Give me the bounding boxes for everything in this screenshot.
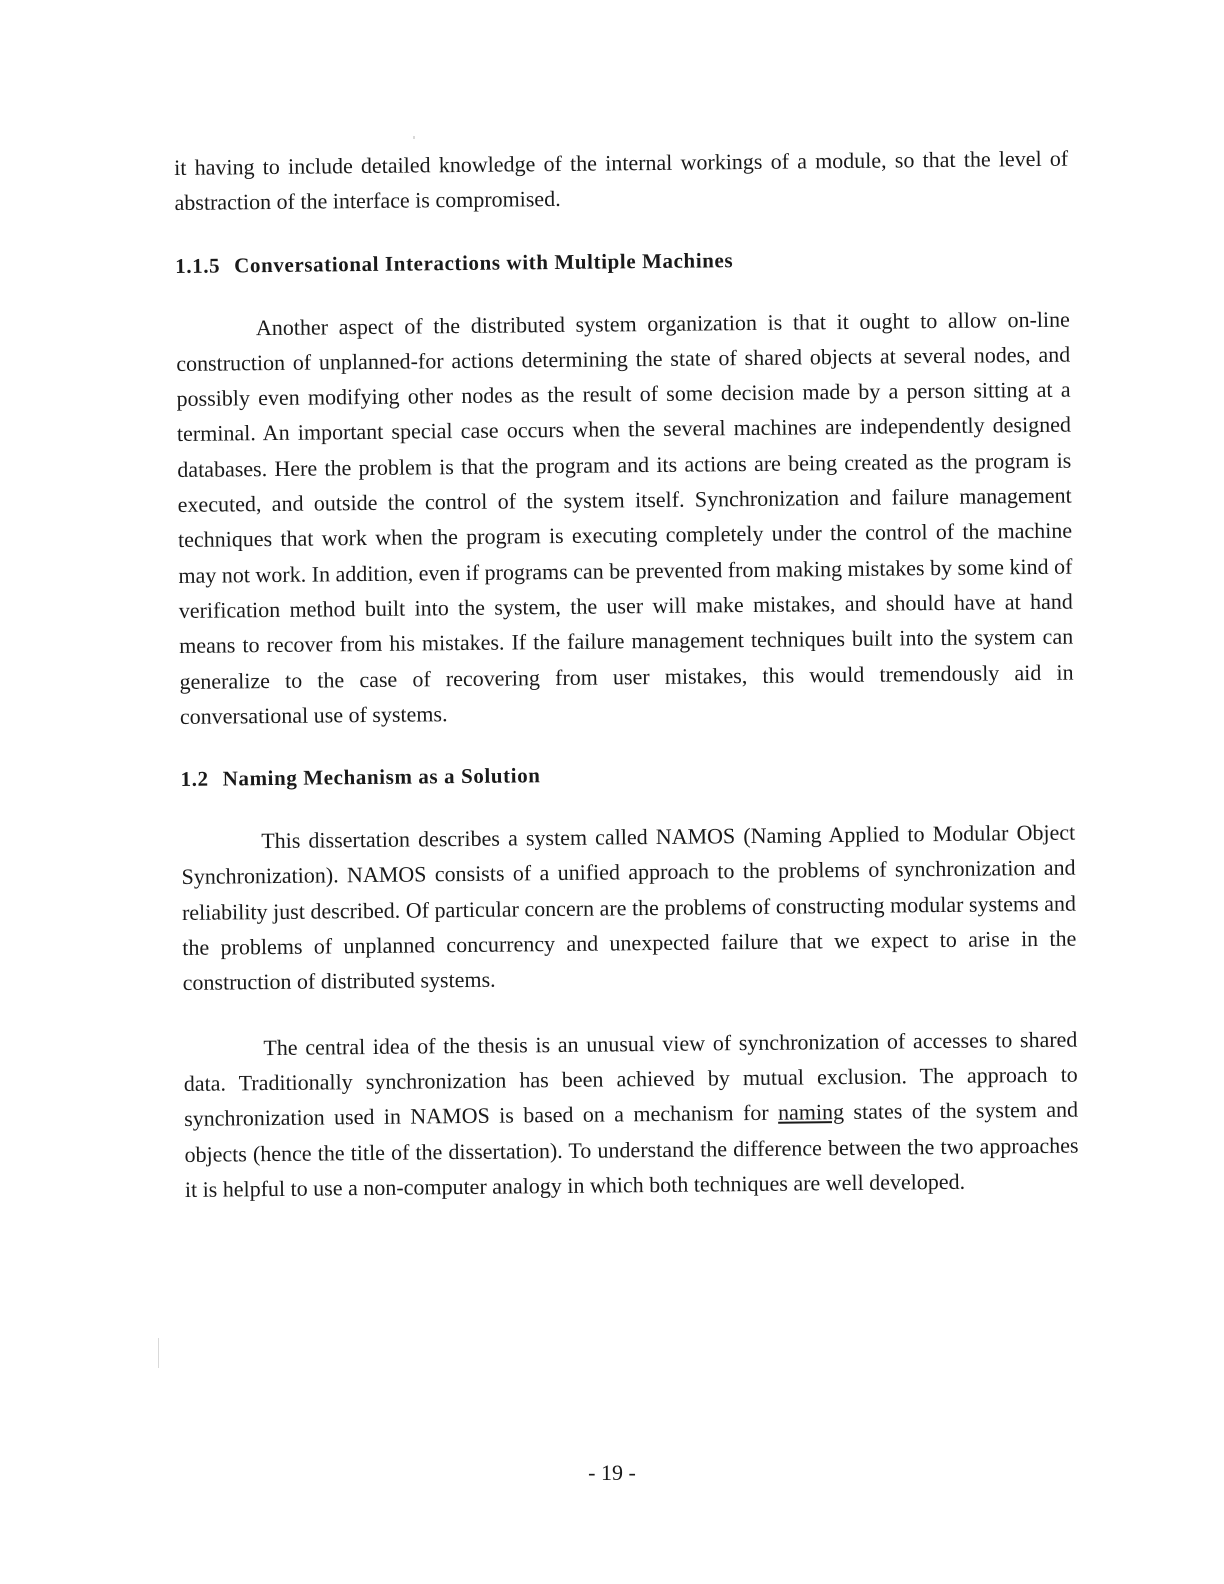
page-number: - 19 - [588, 1460, 636, 1485]
intro-paragraph: it having to include detailed knowledge of the internal workings of a module, so that the level of abstraction of the interface is compromised. [174, 145, 1069, 216]
section-number: 1.1.5 [175, 253, 221, 278]
section-heading-1-2 [180, 755, 1074, 794]
paragraph-text: The central idea of the thesis is an unusual view of synchronization of accesses to shared data. Traditionally synchronization has been achieved by mutual exclusion. The approach to synchronization used in NAMOS is based on a mechanism for [183, 1026, 1078, 1132]
section-heading-1-1-5 [175, 241, 1069, 280]
section-1-2-paragraph-1: This dissertation describes a system called NAMOS (Naming Applied to Modular Object Synchronization). NAMOS consists of a unified approach to the problems of synchronization and reliability just described. Of particular concern are the problems of constructing modular systems and the problems of unplanned concurrency and unexpected failure that we expect to arise in the construction of distributed systems. [181, 819, 1077, 996]
page-content [174, 141, 1079, 1207]
scan-speck [158, 1338, 159, 1368]
underlined-term: naming [777, 1099, 845, 1125]
section-title: Naming Mechanism as a Solution [222, 763, 541, 791]
scan-speck [413, 136, 415, 139]
paragraph-text: states of the system and objects (hence the title of the dissertation). To understand the difference between the two approaches it is helpful to use a non-computer analogy in which both techniques are well developed. [184, 1096, 1079, 1202]
section-1-1-5-paragraph: Another aspect of the distributed system organization is that it ought to allow on-line construction of unplanned-for actions determining the state of shared objects at several nodes, and possibly even modifying other nodes as the result of some decision made by a person sitting at a terminal. An important special case occurs when the several machines are independently designed databases. Here the problem is that the program and its actions are being created as the program is executed, and outside the control of the system itself. Synchronization and failure management techniques that work when the program is executing completely under the control of the machine may not work. In addition, even if programs can be prevented from making mistakes by some kind of verification method built into the system, the user will make mistakes, and should have at hand means to recover from his mistakes. If the failure management techniques built into the system can generalize to the case of recovering from user mistakes, this would tremendously aid in conversational use of systems. [176, 306, 1074, 729]
section-number: 1.2 [180, 766, 209, 792]
section-1-2-paragraph-2 [183, 1021, 1079, 1207]
section-title: Conversational Interactions with Multiple Machines [234, 247, 734, 277]
